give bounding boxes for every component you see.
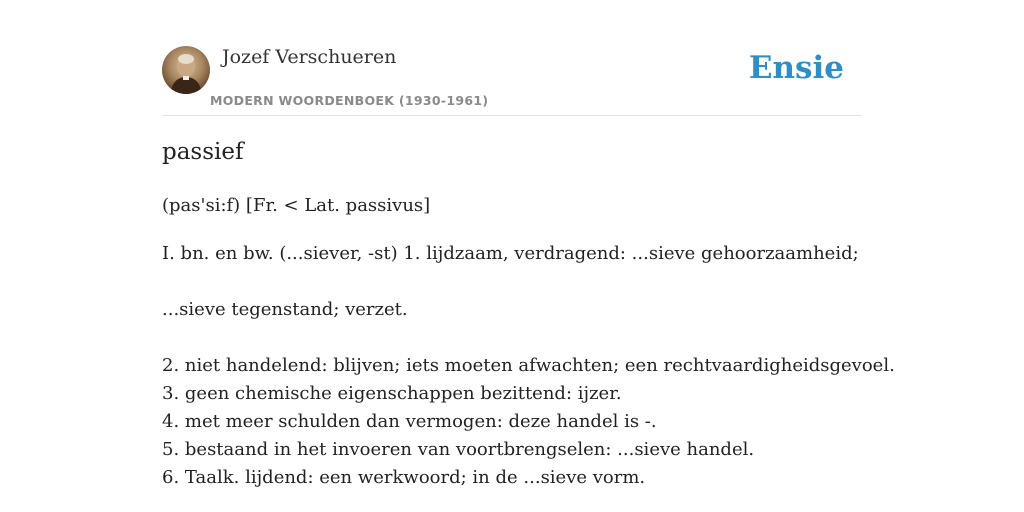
definition-line: I. bn. en bw. (...siever, -st) 1. lijdzaam, verdragend: ...sieve gehoorzaamheid;	[162, 243, 859, 264]
line-spacer	[162, 324, 895, 352]
author-name[interactable]: Jozef Verschueren	[222, 46, 397, 68]
entry-pronunciation: (pas'si:f) [Fr. < Lat. passivus]	[162, 195, 431, 216]
line-spacer	[162, 268, 895, 296]
definition-line: 3. geen chemische eigenschappen bezittend: ijzer.	[162, 383, 622, 404]
definition-line: 2. niet handelend: blijven; iets moeten afwachten; een rechtvaardigheidsgevoel.	[162, 355, 895, 376]
entry-card	[162, 44, 895, 488]
entry-header	[162, 44, 862, 116]
definition-line: 4. met meer schulden dan vermogen: deze handel is -.	[162, 411, 657, 432]
portrait-icon	[162, 46, 210, 94]
entry-headword: passief	[162, 139, 244, 165]
definition-line: 5. bestaand in het invoeren van voortbrengselen: ...sieve handel.	[162, 439, 755, 460]
source-label[interactable]: MODERN WOORDENBOEK (1930-1961)	[210, 93, 489, 108]
brand-logo[interactable]: Ensie	[748, 50, 844, 86]
definition-line: 6. Taalk. lijdend: een werkwoord; in de ...sieve vorm.	[162, 467, 646, 488]
entry-definitions	[162, 240, 895, 492]
author-avatar[interactable]	[162, 46, 210, 94]
definition-line: ...sieve tegenstand; verzet.	[162, 299, 408, 320]
